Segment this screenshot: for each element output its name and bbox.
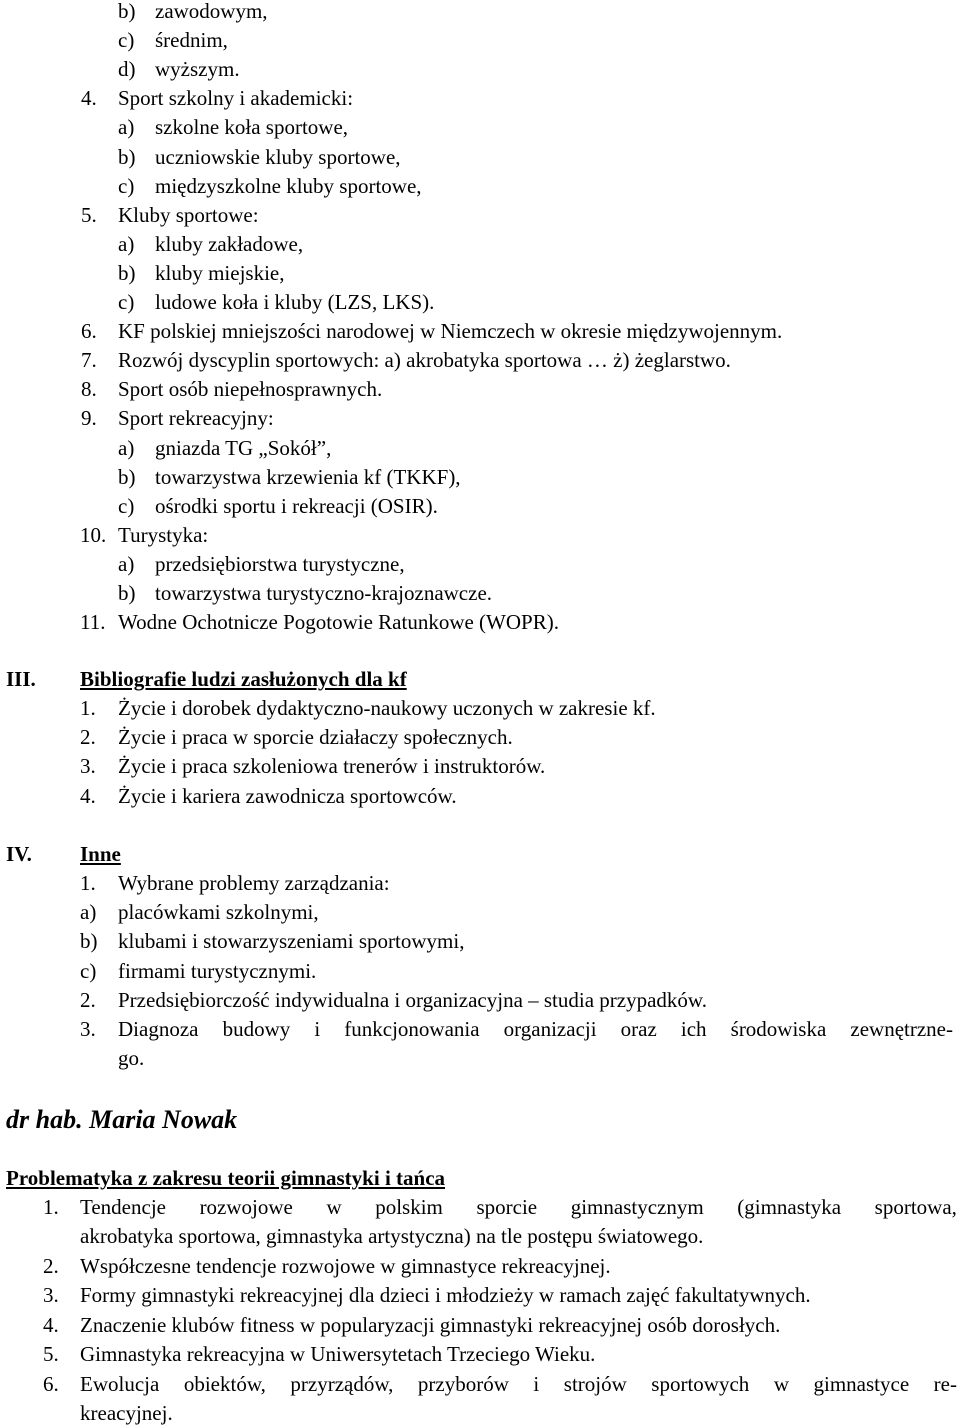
author-name: dr hab. Maria Nowak bbox=[6, 1105, 238, 1134]
section-number: III. bbox=[6, 667, 36, 691]
item-number: c) bbox=[118, 28, 135, 52]
item-number: 6. bbox=[43, 1372, 59, 1396]
item-text: międzyszkolne kluby sportowe, bbox=[155, 174, 422, 198]
word: funkcjonowania bbox=[344, 1017, 480, 1041]
justified-line bbox=[80, 1193, 957, 1222]
item-text: Życie i dorobek dydaktyczno-naukowy uczonych w zakresie kf. bbox=[118, 696, 656, 720]
word: re- bbox=[933, 1372, 957, 1396]
word: i bbox=[314, 1017, 321, 1041]
item-text: Życie i praca w sporcie działaczy społecznych. bbox=[118, 725, 513, 749]
word: gimnastycznym bbox=[570, 1195, 704, 1219]
word: w bbox=[773, 1372, 789, 1396]
word: przyrządów, bbox=[290, 1372, 394, 1396]
item-number: a) bbox=[118, 552, 135, 576]
word: ich bbox=[680, 1017, 707, 1041]
section-heading: Problematyka z zakresu teorii gimnastyki i tańca bbox=[6, 1166, 446, 1190]
item-number: b) bbox=[118, 145, 136, 169]
justified-line bbox=[118, 1015, 953, 1044]
item-number: c) bbox=[80, 959, 97, 983]
item-text: kreacyjnej. bbox=[80, 1401, 173, 1425]
item-text: przedsiębiorstwa turystyczne, bbox=[155, 552, 405, 576]
item-number: a) bbox=[80, 900, 97, 924]
word: przyborów bbox=[417, 1372, 509, 1396]
item-number: 10. bbox=[80, 523, 107, 547]
item-text: Wybrane problemy zarządzania: bbox=[118, 871, 390, 895]
word: Ewolucja bbox=[80, 1372, 160, 1396]
item-number: b) bbox=[80, 929, 98, 953]
item-number: b) bbox=[118, 261, 136, 285]
word: zewnętrzne- bbox=[850, 1017, 953, 1041]
item-text: gniazda TG „Sokół”, bbox=[155, 436, 332, 460]
word: środowiska bbox=[730, 1017, 827, 1041]
item-text: kluby zakładowe, bbox=[155, 232, 304, 256]
item-number: c) bbox=[118, 494, 135, 518]
item-text: Sport rekreacyjny: bbox=[118, 406, 274, 430]
item-number: 3. bbox=[80, 1017, 96, 1041]
item-text: firmami turystycznymi. bbox=[118, 959, 317, 983]
word: w bbox=[326, 1195, 342, 1219]
item-text: kluby miejskie, bbox=[155, 261, 285, 285]
word: sporcie bbox=[476, 1195, 538, 1219]
word: gimnastyce bbox=[813, 1372, 910, 1396]
item-number: 2. bbox=[80, 988, 96, 1012]
item-text: Przedsiębiorczość indywidualna i organizacyjna – studia przypadków. bbox=[118, 988, 707, 1012]
item-text: Życie i kariera zawodnicza sportowców. bbox=[118, 784, 457, 808]
item-text: średnim, bbox=[155, 28, 228, 52]
word: budowy bbox=[222, 1017, 291, 1041]
section-heading: Bibliografie ludzi zasłużonych dla kf bbox=[80, 667, 407, 691]
item-number: a) bbox=[118, 232, 135, 256]
item-text: Sport osób niepełnosprawnych. bbox=[118, 377, 383, 401]
item-number: 7. bbox=[81, 348, 97, 372]
item-text: go. bbox=[118, 1046, 145, 1070]
word: sportowych bbox=[651, 1372, 750, 1396]
item-number: c) bbox=[118, 290, 135, 314]
item-text: akrobatyka sportowa, gimnastyka artystyczna) na tle postępu światowego. bbox=[80, 1224, 704, 1248]
word: organizacji bbox=[503, 1017, 597, 1041]
word: Diagnoza bbox=[118, 1017, 199, 1041]
item-text: uczniowskie kluby sportowe, bbox=[155, 145, 401, 169]
item-number: a) bbox=[118, 436, 135, 460]
item-number: 4. bbox=[80, 784, 96, 808]
item-number: 3. bbox=[80, 754, 96, 778]
item-number: 4. bbox=[43, 1313, 59, 1337]
item-number: c) bbox=[118, 174, 135, 198]
item-text: Formy gimnastyki rekreacyjnej dla dzieci i młodzieży w ramach zajęć fakultatywnych. bbox=[80, 1283, 811, 1307]
item-text: Wodne Ochotnicze Pogotowie Ratunkowe (WOPR). bbox=[118, 610, 559, 634]
item-number: 1. bbox=[80, 871, 96, 895]
item-text: wyższym. bbox=[155, 57, 240, 81]
item-text: ośrodki sportu i rekreacji (OSIR). bbox=[155, 494, 438, 518]
justified-line bbox=[80, 1370, 957, 1399]
item-text: KF polskiej mniejszości narodowej w Niemczech w okresie międzywojennym. bbox=[118, 319, 783, 343]
item-number: 2. bbox=[43, 1254, 59, 1278]
item-text: Sport szkolny i akademicki: bbox=[118, 86, 354, 110]
item-text: Kluby sportowe: bbox=[118, 203, 259, 227]
item-number: a) bbox=[118, 115, 135, 139]
item-number: b) bbox=[118, 581, 136, 605]
word: rozwojowe bbox=[199, 1195, 293, 1219]
item-number: 6. bbox=[81, 319, 97, 343]
item-text: Znaczenie klubów fitness w popularyzacji gimnastyki rekreacyjnej osób dorosłych. bbox=[80, 1313, 781, 1337]
word: obiektów, bbox=[183, 1372, 266, 1396]
item-number: 5. bbox=[43, 1342, 59, 1366]
item-text: placówkami szkolnymi, bbox=[118, 900, 319, 924]
item-text: towarzystwa krzewienia kf (TKKF), bbox=[155, 465, 461, 489]
word: Tendencje bbox=[80, 1195, 166, 1219]
item-text: szkolne koła sportowe, bbox=[155, 115, 349, 139]
item-number: 8. bbox=[81, 377, 97, 401]
item-number: b) bbox=[118, 465, 136, 489]
section-heading: Inne bbox=[80, 842, 121, 866]
item-number: 9. bbox=[81, 406, 97, 430]
item-number: 11. bbox=[80, 610, 106, 634]
item-number: 5. bbox=[81, 203, 97, 227]
item-text: Turystyka: bbox=[118, 523, 209, 547]
item-number: 4. bbox=[81, 86, 97, 110]
item-text: Rozwój dyscyplin sportowych: a) akrobatyka sportowa … ż) żeglarstwo. bbox=[118, 348, 731, 372]
item-text: zawodowym, bbox=[155, 0, 268, 23]
item-number: b) bbox=[118, 0, 136, 23]
word: polskim bbox=[375, 1195, 443, 1219]
item-text: Życie i praca szkoleniowa trenerów i instruktorów. bbox=[118, 754, 546, 778]
item-number: 3. bbox=[43, 1283, 59, 1307]
item-number: 1. bbox=[80, 696, 96, 720]
item-text: Gimnastyka rekreacyjna w Uniwersytetach Trzeciego Wieku. bbox=[80, 1342, 596, 1366]
word: (gimnastyka bbox=[737, 1195, 842, 1219]
item-text: ludowe koła i kluby (LZS, LKS). bbox=[155, 290, 435, 314]
item-text: towarzystwa turystyczno-krajoznawcze. bbox=[155, 581, 493, 605]
item-number: d) bbox=[118, 57, 136, 81]
section-number: IV. bbox=[6, 842, 32, 866]
item-number: 1. bbox=[43, 1195, 59, 1219]
word: sportowa, bbox=[874, 1195, 957, 1219]
word: strojów bbox=[563, 1372, 627, 1396]
item-text: Współczesne tendencje rozwojowe w gimnastyce rekreacyjnej. bbox=[80, 1254, 611, 1278]
item-number: 2. bbox=[80, 725, 96, 749]
item-text: klubami i stowarzyszeniami sportowymi, bbox=[118, 929, 465, 953]
word: oraz bbox=[620, 1017, 657, 1041]
word: i bbox=[533, 1372, 540, 1396]
